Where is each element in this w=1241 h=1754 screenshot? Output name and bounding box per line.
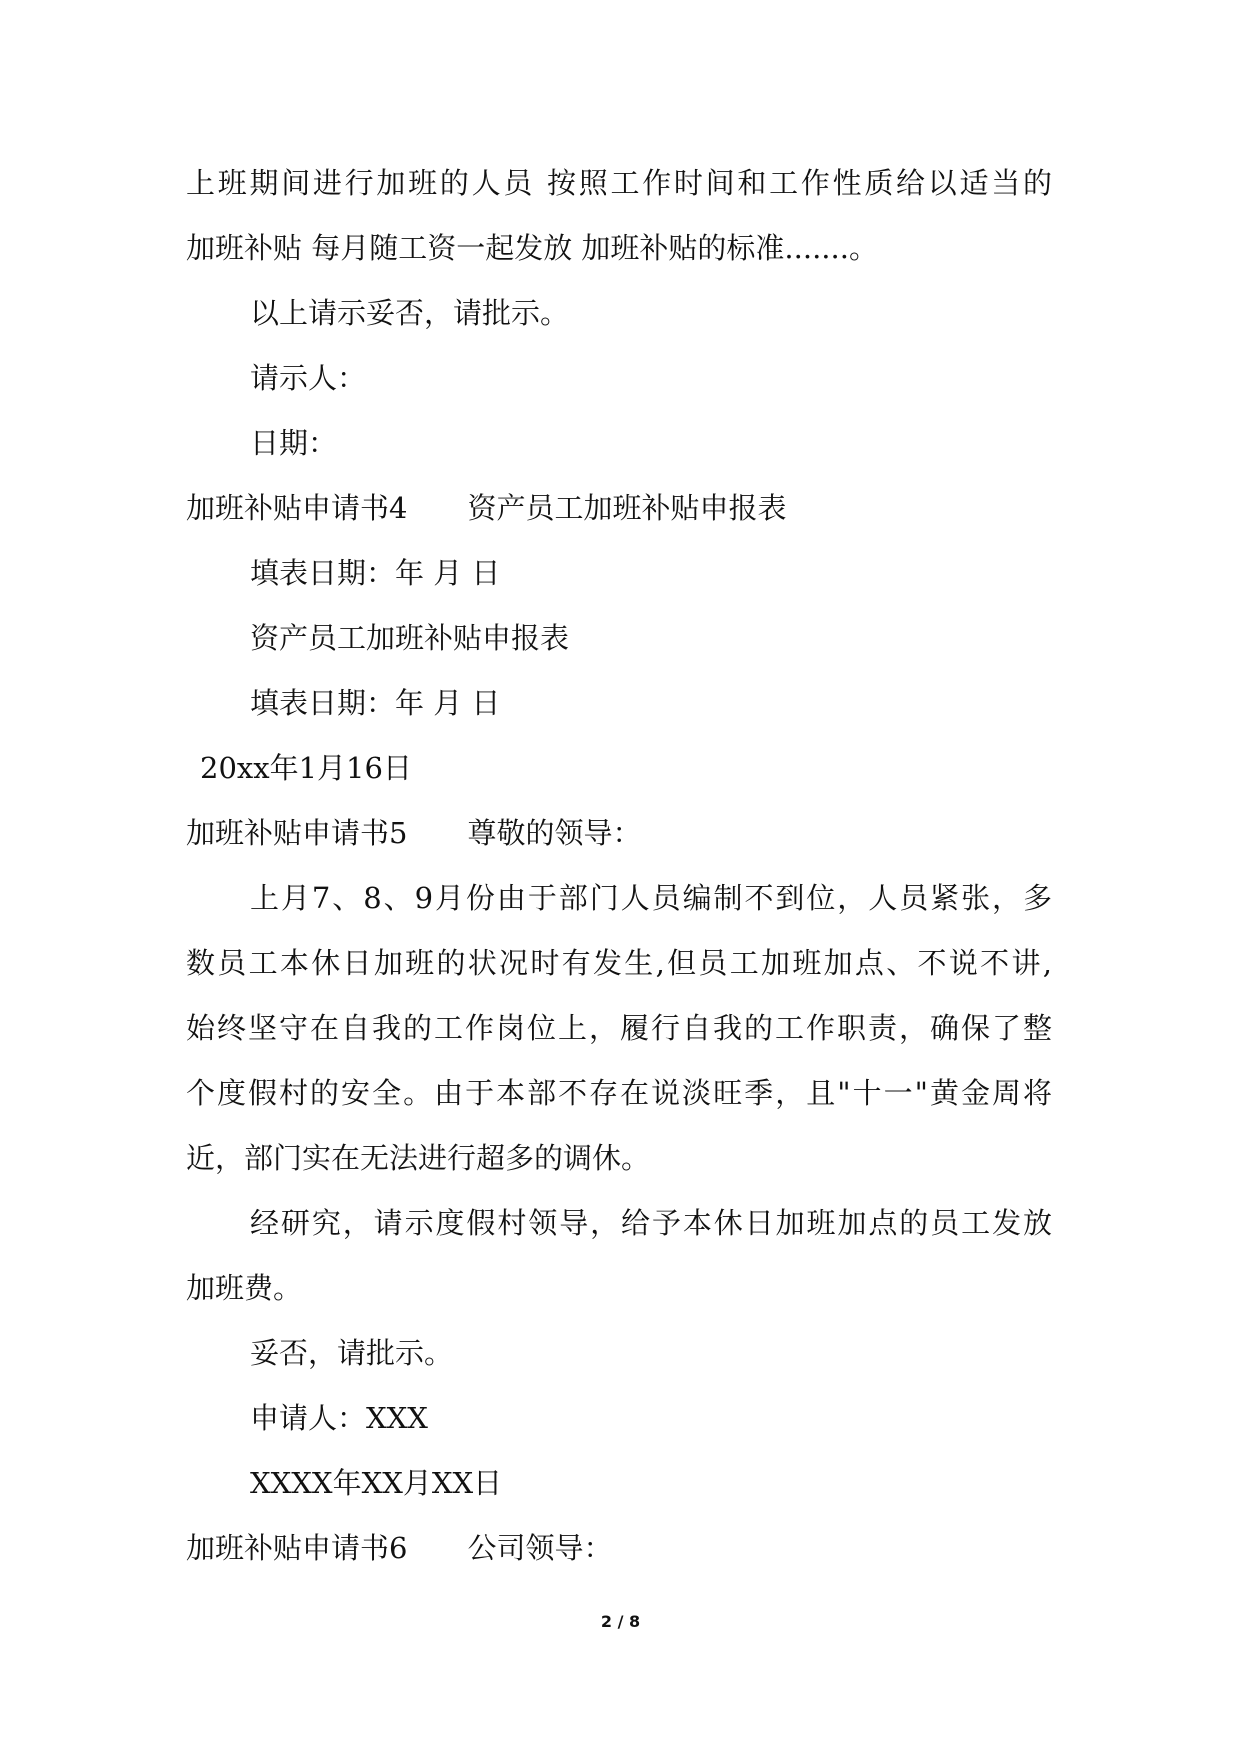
page-number: 2 / 8 (600, 1612, 641, 1631)
paragraph-line: 经研究，请示度假村领导，给予本休日加班加点的员工发放 (250, 1206, 1052, 1240)
salutation: 公司领导： (467, 1531, 613, 1565)
paragraph-line: 资产员工加班补贴申报表 (250, 621, 570, 655)
signature-label: 请示人： (250, 361, 367, 395)
date-line: XXXX年XX月XX日 (250, 1466, 503, 1500)
date-label: 日期： (250, 426, 338, 460)
paragraph-line: 以上请示妥否，请批示。 (250, 296, 570, 330)
applicant-line: 申请人：XXX (250, 1401, 428, 1435)
section-heading-5 (186, 813, 641, 853)
section-heading-4 (186, 488, 786, 528)
fill-date-line: 填表日期：年 月 日 (250, 556, 501, 590)
heading-title: 加班补贴申请书4 (186, 491, 408, 525)
paragraph-line: 上班期间进行加班的人员 按照工作时间和工作性质给以适当的 (186, 166, 1052, 200)
section-heading-6 (186, 1528, 612, 1568)
paragraph-line: 加班补贴 每月随工资一起发放 加班补贴的标准.......。 (186, 231, 878, 265)
heading-subject: 资产员工加班补贴申报表 (467, 491, 787, 525)
salutation: 尊敬的领导： (467, 816, 642, 850)
paragraph-line: 妥否，请批示。 (250, 1336, 454, 1370)
paragraph-line: 上月7、8、9月份由于部门人员编制不到位，人员紧张，多 (250, 881, 1052, 915)
paragraph-line: 数员工本休日加班的状况时有发生,但员工加班加点、不说不讲, (186, 946, 1052, 980)
paragraph-line: 加班费。 (186, 1271, 303, 1305)
heading-title: 加班补贴申请书5 (186, 816, 408, 850)
paragraph-line: 始终坚守在自我的工作岗位上，履行自我的工作职责，确保了整 (186, 1011, 1052, 1045)
paragraph-line: 个度假村的安全。由于本部不存在说淡旺季，且"十一"黄金周将 (186, 1076, 1052, 1110)
fill-date-line: 填表日期：年 月 日 (250, 686, 501, 720)
paragraph-line: 近，部门实在无法进行超多的调休。 (186, 1141, 651, 1175)
heading-title: 加班补贴申请书6 (186, 1531, 408, 1565)
date-line: 20xx年1月16日 (200, 751, 412, 785)
